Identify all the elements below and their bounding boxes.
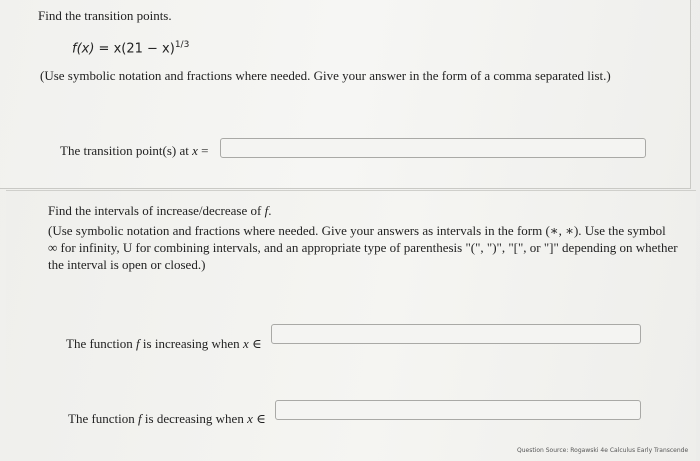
decreasing-x: x [247, 411, 253, 426]
transition-label-var: x [192, 143, 198, 158]
question-source: Question Source: Rogawski 4e Calculus Early Transcende [517, 447, 689, 454]
decreasing-symbol: ∈ [252, 411, 266, 426]
increasing-label [66, 335, 262, 352]
transition-label-prefix: The transition point(s) at [60, 143, 193, 158]
increasing-mid: is increasing when [139, 336, 243, 351]
function-exponent: 1/3 [174, 40, 190, 50]
increasing-prefix: The function [66, 336, 137, 351]
transition-point-label [60, 142, 209, 159]
increasing-var: f [136, 336, 140, 351]
function-rhs: x(21 − x) [113, 41, 175, 57]
transition-note: (Use symbolic notation and fractions where needed. Give your answer in the form of a comma separated list.) [40, 68, 611, 83]
increasing-symbol: ∈ [248, 336, 262, 351]
decreasing-interval-input[interactable] [275, 400, 641, 420]
decreasing-var: f [138, 411, 142, 426]
question-card-transition-points [0, 0, 691, 189]
intervals-instruction-prefix: Find the intervals of increase/decrease of [48, 203, 265, 218]
intervals-instruction-var: f [264, 203, 269, 218]
decreasing-label [68, 410, 266, 427]
intervals-instruction [48, 202, 271, 219]
intervals-note: (Use symbolic notation and fractions where needed. Give your answers as intervals in the form (∗, ∗). Use the symbol ∞ for infinity, U for combining intervals, and an appropriate type of parenthesis "(", ")", "[", or "]" depending on whether the interval is open or closed.) [48, 223, 678, 272]
increasing-x: x [242, 336, 249, 351]
decreasing-mid: is decreasing when [141, 411, 248, 426]
intervals-instruction-suffix: . [268, 203, 272, 218]
function-expression [72, 37, 189, 57]
transition-instruction: Find the transition points. [38, 8, 172, 23]
function-lhs: f(x) = [72, 41, 114, 57]
decreasing-prefix: The function [68, 411, 139, 426]
transition-label-suffix: = [197, 143, 209, 158]
transition-point-input[interactable] [220, 138, 646, 158]
increasing-interval-input[interactable] [271, 324, 641, 344]
